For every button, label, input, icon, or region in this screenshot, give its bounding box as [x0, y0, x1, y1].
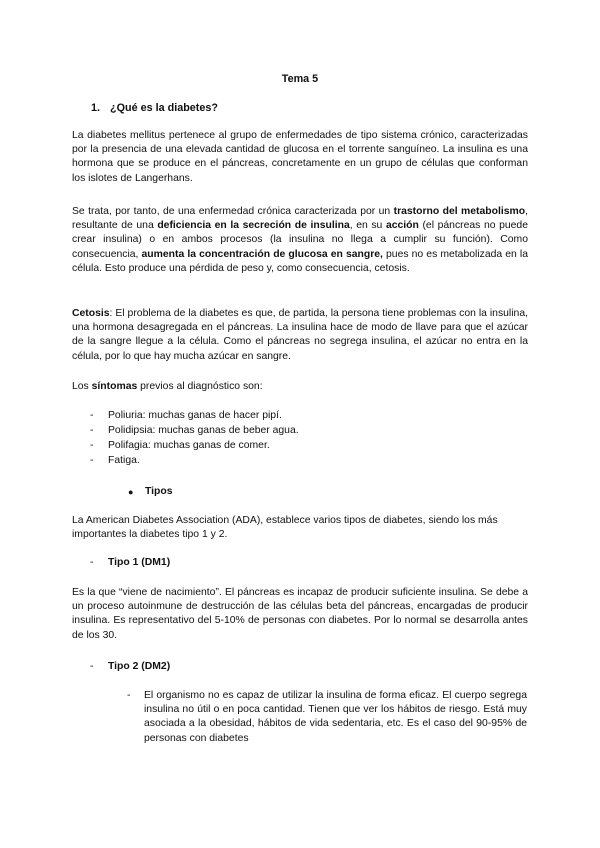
paragraph-tipo2: El organismo no es capaz de utilizar la insulina de forma eficaz. El cuerpo segrega insulina no útil o en poca cantidad. Tienen que ver los hábitos de riesgo. Está muy asociada a la obesidad, hábitos de vida sedentaria, etc. Es el caso del 90-95% de personas con diabetes — [144, 690, 527, 744]
symptoms-list — [90, 409, 510, 469]
list-item: - Poliuria: muchas ganas de hacer pipí. — [90, 410, 282, 421]
subheading-tipos: ● Tipos — [145, 485, 173, 499]
paragraph-chronic-disease: Se trata, por tanto, de una enfermedad crónica caracterizada por un trastorno del metabolismo, resultante de una deficiencia en la secreción de insulina, en su acción (el páncreas no puede crear insulina) o en ambos procesos (la insulina no llega a cumplir su función). Como consecuencia, aumenta la concentración de glucosa en sangre, pues no es metabolizada en la célula. Esto produce una pérdida de peso y, como consecuencia, cetosis. — [72, 206, 529, 274]
list-item: - Polidipsia: muchas ganas de beber agua. — [90, 425, 299, 437]
list-item: - Polifagia: muchas ganas de comer. — [90, 440, 270, 452]
paragraph-symptoms-intro: Los síntomas previos al diagnóstico son: — [72, 381, 263, 392]
section-heading-text: ¿Qué es la diabetes? — [110, 102, 219, 114]
bullet-icon: ● — [128, 487, 134, 497]
bold-term-symptoms: síntomas — [91, 381, 138, 392]
bold-term-metabolism: trastorno del metabolismo — [393, 206, 526, 217]
paragraph-ada: La American Diabetes Association (ADA), establece varios tipos de diabetes, siendo los más importantes la diabetes tipo 1 y 2. — [72, 515, 498, 541]
list-item: - Fatiga. — [90, 455, 140, 467]
paragraph-tipo1: Es la que “viene de nacimiento”. El páncreas es incapaz de producir suficiente insulina. Se debe a un proceso autoinmune de destrucción de las células beta del páncreas, encargadas de producir insulina. Es representativo del 5-10% de personas con diabetes. Por lo normal se desarrolla antes de los 30. — [72, 587, 528, 641]
section-heading-diabetes — [91, 101, 218, 115]
subheading-tipo2: - Tipo 2 (DM2) — [90, 661, 171, 672]
section-number: 1. — [91, 102, 101, 114]
bold-term-action: acción — [385, 220, 419, 232]
bold-term-glucose: aumenta la concentración de glucosa en sangre, — [141, 248, 383, 260]
bold-term-insulin-deficiency: deficiencia en la secreción de insulina — [157, 220, 350, 232]
paragraph-cetosis: Cetosis: El problema de la diabetes es que, de partida, la persona tiene problemas con la insulina, una hormona desagregada en el páncreas. La insulina hace de modo de llave para que el azúcar de la sangre llegue a la célula. Como el páncreas no segrega insulina, el azúcar no entra en la célula, por lo que hay mucha azúcar en sangre. — [72, 308, 528, 362]
subheading-tipo1: - Tipo 1 (DM1) — [90, 557, 171, 568]
bold-term-cetosis: Cetosis — [72, 308, 110, 319]
tipo2-list-item: - El organismo no es capaz de utilizar la insulina de forma eficaz. El cuerpo segrega insulina no útil o en poca cantidad. Tienen que ver los hábitos de riesgo. Está muy asociada a la obesidad, hábitos de vida sedentaria, etc. Es el caso del 90-95% de personas con diabetes — [127, 689, 527, 746]
paragraph-definition: La diabetes mellitus pertenece al grupo de enfermedades de tipo sistema crónico, caracterizadas por la presencia de una elevada cantidad de glucosa en el torrente sanguíneo. La insulina es una hormona que se produce en el páncreas, concretamente en un grupo de células que conforman los islotes de Langerhans. — [72, 130, 528, 184]
page-title: Tema 5 — [281, 73, 319, 85]
